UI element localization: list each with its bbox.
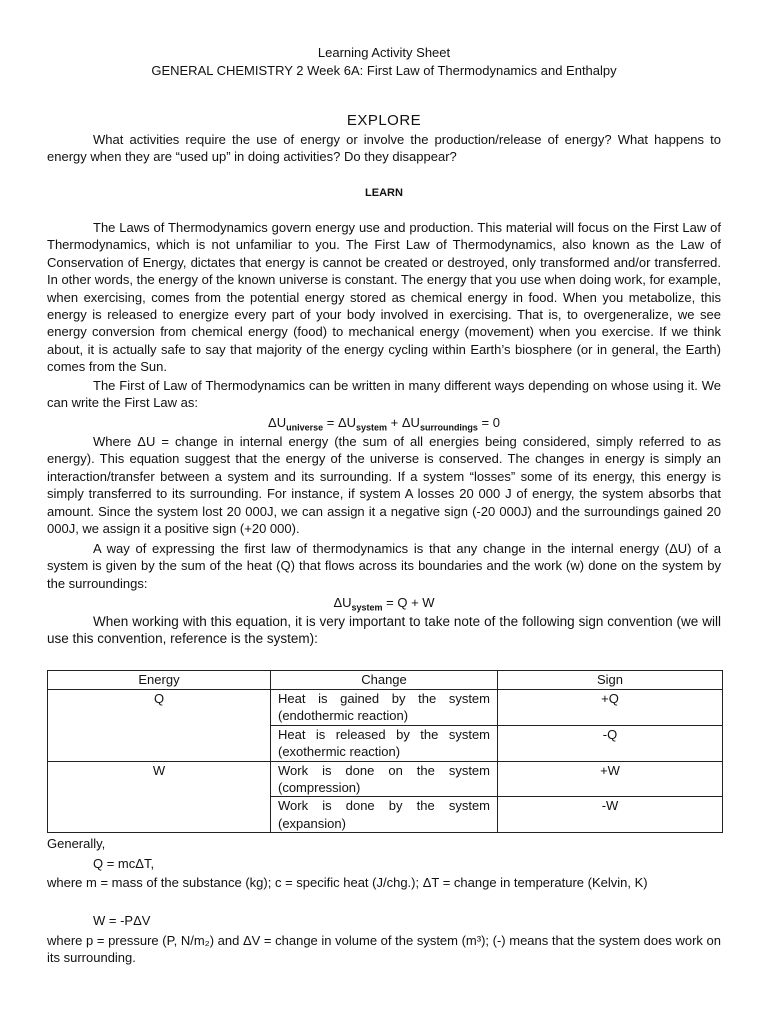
learn-paragraph-5: When working with this equation, it is very important to take note of the following sign convention (we will use this convention, reference is the system): [47,614,721,647]
table-cell-energy: W [48,761,271,833]
table-cell-change: Heat is released by the system (exothermic reaction) [271,725,498,761]
table-cell-change: Heat is gained by the system (endothermic reaction) [271,690,498,726]
heat-equation-definitions: where m = mass of the substance (kg); c = specific heat (J/chg.); ΔT = change in temperature (Kelvin, K) [47,875,648,890]
table-cell-sign: -Q [498,725,723,761]
work-equation: W = -PΔV [93,913,151,928]
learn-paragraph-2: The First of Law of Thermodynamics can be written in many different ways depending on whose using it. We can write the First Law as: [47,378,721,411]
generally-label: Generally, [47,836,106,851]
heat-equation: Q = mcΔT, [93,856,155,871]
table-header: Sign [498,671,723,690]
table-cell-sign: +W [498,761,723,797]
table-header: Change [271,671,498,690]
table-cell-change: Work is done on the system (compression) [271,761,498,797]
table-cell-change: Work is done by the system (expansion) [271,797,498,833]
table-cell-energy: Q [48,690,271,762]
universe-equation: $\Delta U_{universe} = \Delta U_{system} + \Delta U_{surroundings} = 0$ [268,415,500,433]
table-row [48,761,723,797]
table-header-row [48,671,723,690]
learn-paragraph-4: A way of expressing the first law of thermodynamics is that any change in the internal energy (ΔU) of a system is given by the sum of the heat (Q) that flows across its boundaries and the work (w) done on the system by the surroundings: [47,541,721,591]
document-subtitle: GENERAL CHEMISTRY 2 Week 6A: First Law of Thermodynamics and Enthalpy [151,63,617,78]
table-row [48,690,723,726]
work-equation-definitions: where p = pressure (P, N/m₂) and ΔV = change in volume of the system (m³); (-) means that the system does work on its surrounding. [47,933,721,966]
explore-heading: EXPLORE [346,112,422,129]
system-equation: $\Delta U_{system} = Q + W$ [333,595,435,613]
learn-paragraph-3: Where ΔU = change in internal energy (the sum of all energies being considered, simply referred to as energy). This equation suggest that the energy of the universe is conserved. The changes in energy is simply an interaction/transfer between a system and its surrounding. If a system “losses” some of its energy, this energy is simply transferred to its surrounding. For instance, if system A losses 20 000 J of energy, the system absorbs that amount. Since the system lost 20 000J, we can assign it a negative sign (-20 000J) and the surroundings gained 20 000J, we assign it a positive sign (+20 000). [47,434,721,537]
sign-convention-table [47,670,723,833]
document-title: Learning Activity Sheet [317,45,451,60]
learn-heading: LEARN [365,187,403,199]
learn-paragraph-1: The Laws of Thermodynamics govern energy use and production. This material will focus on the First Law of Thermodynamics, which is not unfamiliar to you. The First Law of Thermodynamics, also known as the Law of Conservation of Energy, dictates that energy is cannot be created or destroyed, only transformed and/or transferred. In other words, the energy of the known universe is constant. The energy that you use when doing work, for example, when exercising, comes from the potential energy stored as chemical energy in food. When you metabolize, this energy is released to energize every part of your body involved in exercising. That is, to overgeneralize, we see energy conversion from chemical energy (food) to mechanical energy (movement) when you exercise. If we think about, it is actually safe to say that majority of the energy cycling within Earth’s biosphere (or in general, the Earth) comes from the Sun. [47,220,721,375]
table-header: Energy [48,671,271,690]
table-cell-sign: -W [498,797,723,833]
table-cell-sign: +Q [498,690,723,726]
explore-question: What activities require the use of energy or involve the production/release of energy? What happens to energy when they are “used up” in doing activities? Do they disappear? [47,132,721,165]
